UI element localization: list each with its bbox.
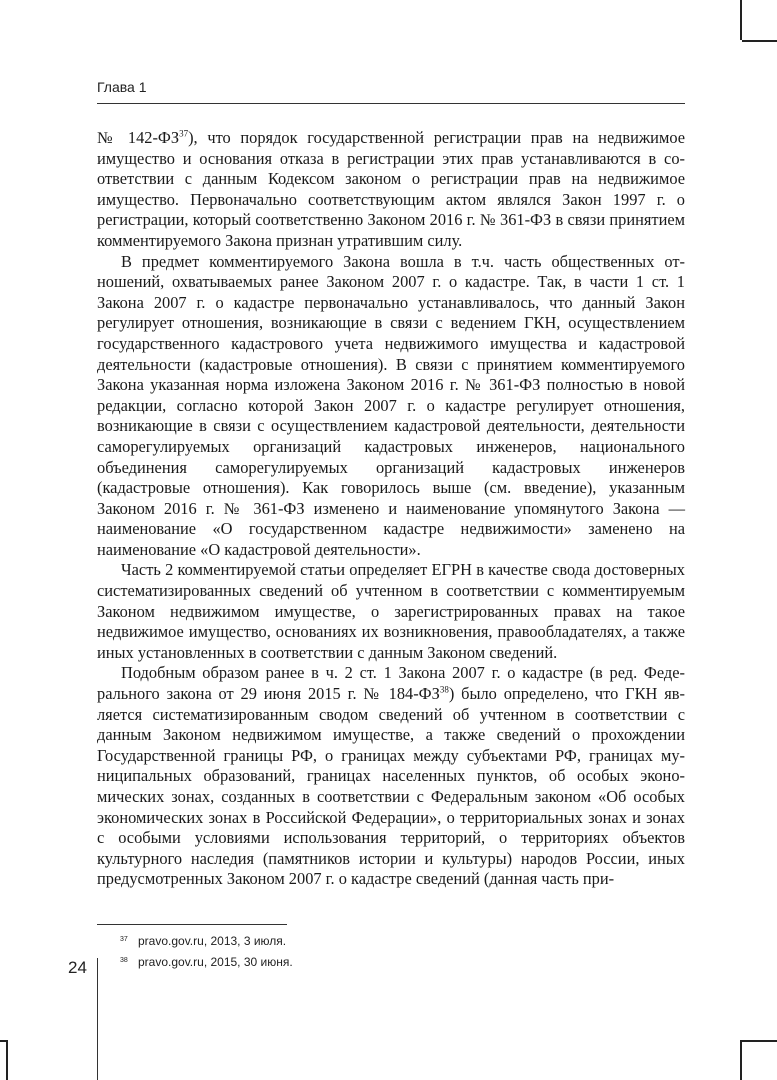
crop-mark xyxy=(740,1040,742,1080)
page-number: 24 xyxy=(68,958,87,977)
footnote: $^{38}$ pravo.gov.ru, 2015, 30 июня. xyxy=(120,955,293,969)
crop-mark xyxy=(742,1040,777,1042)
paragraph: В предмет комментируемого Закона вошла в т.ч. часть общественных отношений, охватываемых ранее Законом 2007 г. о кадастре. Так, в части 1 ст. 1 Закона 2007 г. о кадастре первоначально устанавливалось, что данный Закон регулирует отношения, возникающие в связи с ведением ГКН, осуществлением государственного кадастрового учета недвижимого имущества и кадастровой деятельности (кадастровые отношения). В связи с принятием комментируемого Закона указанная норма изложена Законом 2016 г. № 361-ФЗ полностью в новой редакции, согласно которой Закон 2007 г. о кадастре регулирует отношения, возникающие в связи с осуществлением кадастровой деятельности, деятельности саморегулируемых организаций кадастровых инженеров, национального объединения саморегулируемых организаций кадастровых инженеров (кадастровые отношения). Как говорилось выше (см. введение), указанным Законом 2016 г. № 361-ФЗ изменено и наименование упомянутого Закона — наименование «О государственном кадастре недвижимости» заменено на наименование «О кадастровой деятельности». xyxy=(97,251,685,559)
header-rule xyxy=(97,103,685,104)
body-text xyxy=(97,128,685,890)
crop-mark xyxy=(740,0,742,40)
footnotes xyxy=(120,934,293,976)
footnote: $^{37}$ pravo.gov.ru, 2013, 3 июля. xyxy=(120,934,287,948)
paragraph: Подобным образом ранее в ч. 2 ст. 1 Закона 2007 г. о кадастре (в ред. Федерального закона от 29 июня 2015 г. № 184-ФЗ$^{38}$) было определено, что ГКН является систематизированным сводом сведений об учтенном в соответствии с данным Законом недвижимом имуществе, а также сведений о прохождении Государственной границы РФ, о границах между субъектами РФ, границах муниципальных образований, границах населенных пунктов, об особых экономических зонах, созданных в соответствии с Федеральным законом «Об особых экономических зонах в Российской Федерации», о территориальных зонах и зонах с особыми условиями использования территорий, о территориях объектов культурного наследия (памятников истории и культуры) народов России, иных предусмотренных Законом 2007 г. о кадастре сведений (данная часть при- xyxy=(97,663,685,889)
paragraph: № 142-ФЗ$^{37}$), что порядок государственной регистрации прав на недвижимое имущество и основания отказа в регистрации этих прав устанавливаются в соответствии с данным Кодексом законом о регистрации прав на недвижимое имущество. Первоначально соответствующим актом являлся Закон 1997 г. о регистрации, который соответственно Законом 2016 г. № 361-ФЗ в связи принятием комментируемого Закона признан утратившим силу. xyxy=(97,128,685,250)
crop-mark xyxy=(742,40,777,42)
footnote-rule xyxy=(97,924,287,925)
crop-mark xyxy=(6,1040,8,1080)
footnote-ref: 38 xyxy=(439,684,449,695)
crop-mark xyxy=(0,1040,6,1042)
paragraph: Часть 2 комментируемой статьи определяет ЕГРН в качестве свода достоверных систематизированных сведений об учтенном в соответствии с комментируемым Законом недвижимом имуществе, о зарегистрированных правах на такое недвижимое имущество, основаниях их возникновения, правообладателях, а также иных установленных в соответствии с данным Законом сведений. xyxy=(97,560,685,662)
page-number-rule xyxy=(97,958,98,1080)
running-head: Глава 1 xyxy=(97,79,147,95)
footnote-ref: 37 xyxy=(179,128,189,139)
